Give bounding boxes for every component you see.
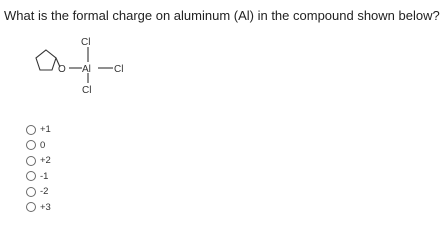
radio-button[interactable] [26, 187, 36, 197]
choice-label: -2 [40, 186, 49, 198]
radio-button[interactable] [26, 140, 36, 150]
choice-plus-3[interactable] [26, 200, 51, 216]
aluminum-label: Al [82, 64, 91, 75]
choice-0[interactable] [26, 138, 51, 154]
choice-label: +3 [40, 201, 51, 213]
choice-label: +1 [40, 124, 51, 136]
cyclopentyl-ring [36, 50, 56, 70]
right-chlorine-label: Cl [114, 64, 124, 75]
choice-plus-1[interactable] [26, 122, 51, 138]
radio-button[interactable] [26, 171, 36, 181]
radio-button[interactable] [26, 156, 36, 166]
top-chlorine-label: Cl [81, 37, 91, 48]
answer-choices [26, 122, 51, 215]
question-text: What is the formal charge on aluminum (Al) in the compound shown below? [4, 8, 440, 23]
oxygen-label: O [58, 64, 66, 75]
bottom-chlorine-label: Cl [82, 85, 92, 96]
choice-minus-2[interactable] [26, 184, 51, 200]
choice-plus-2[interactable] [26, 153, 51, 169]
radio-button[interactable] [26, 125, 36, 135]
choice-label: 0 [40, 139, 46, 151]
choice-minus-1[interactable] [26, 169, 51, 185]
radio-button[interactable] [26, 202, 36, 212]
choice-label: -1 [40, 170, 49, 182]
choice-label: +2 [40, 155, 51, 167]
